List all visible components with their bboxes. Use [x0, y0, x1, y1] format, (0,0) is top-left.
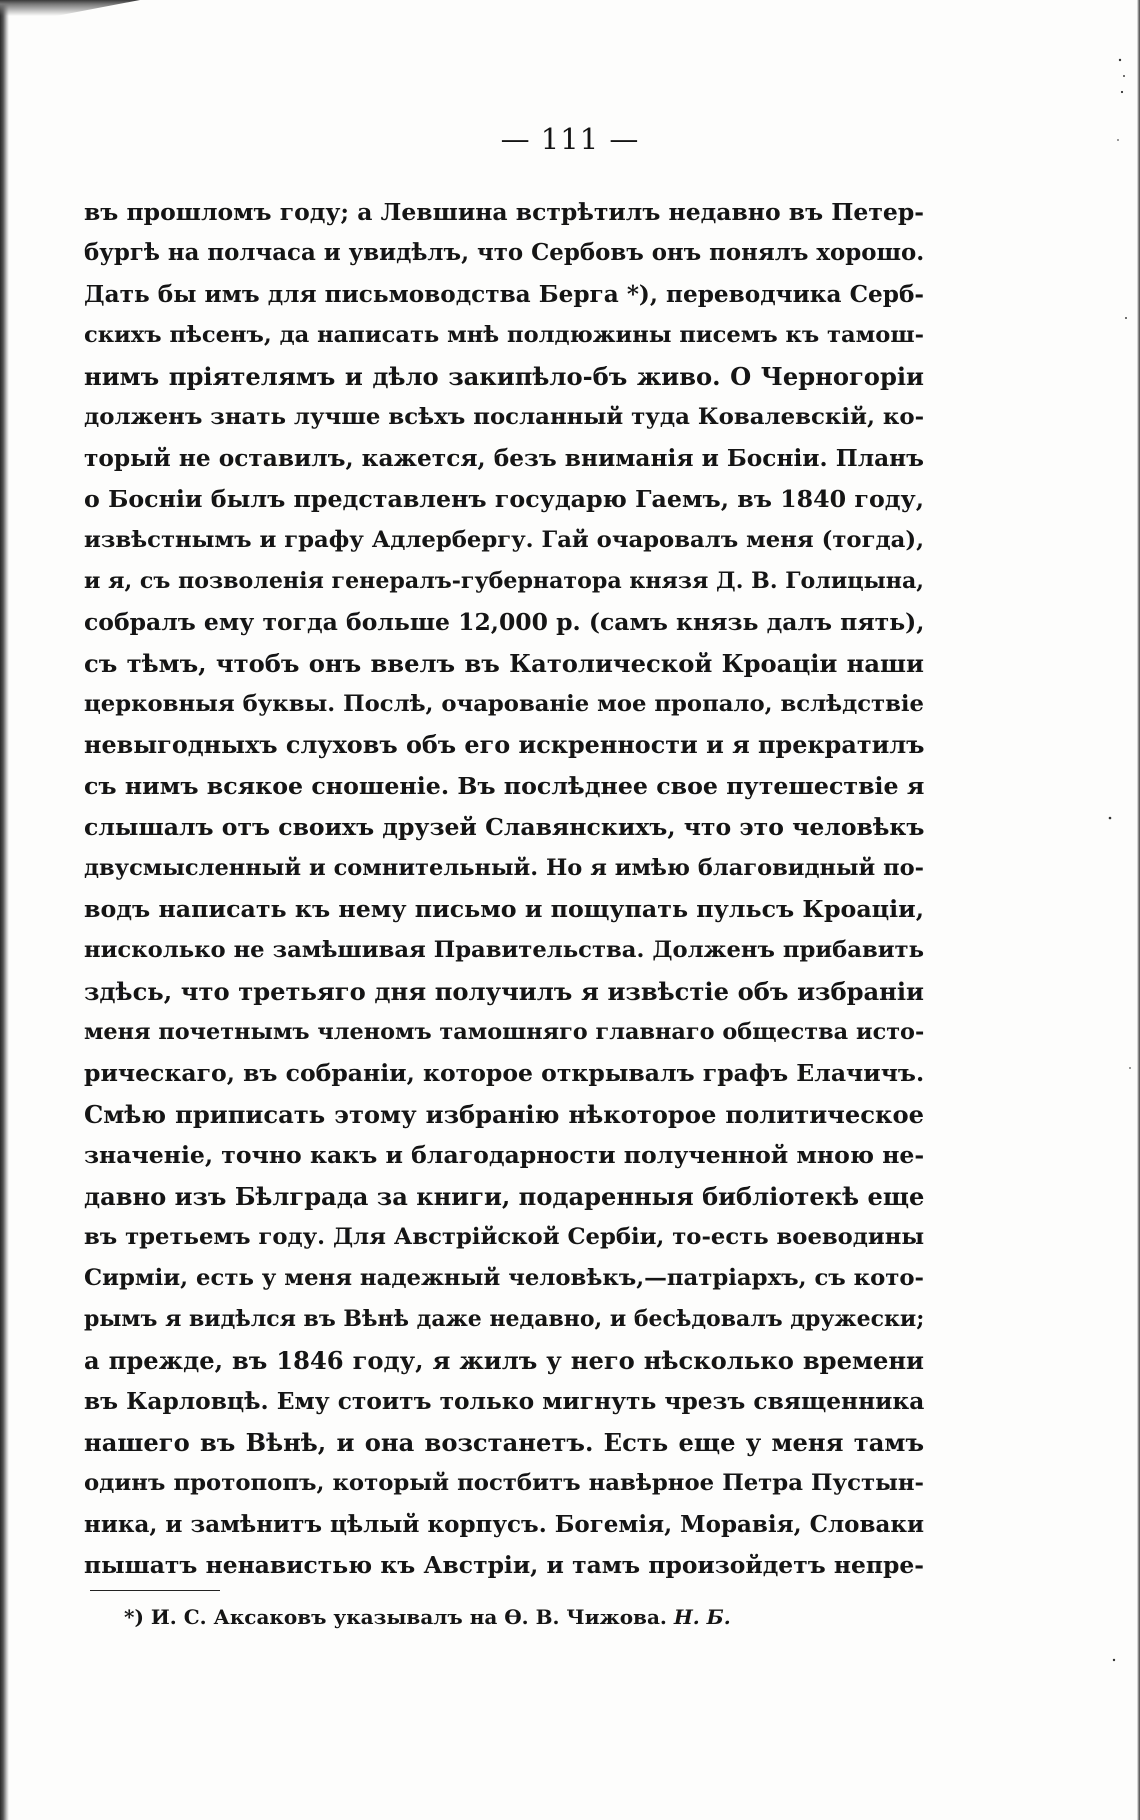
- text-line: въ прошломъ году; а Левшина встрѣтилъ недавно въ Петер-: [84, 198, 924, 226]
- text-line: давно изъ Бѣлграда за книги, подаренныя библіотекѣ еще: [84, 1182, 925, 1211]
- text-line: нимъ пріятелямъ и дѣло закипѣло-бъ живо. О Черногоріи: [84, 362, 924, 391]
- footnote-marker: *): [124, 1605, 144, 1629]
- text-line: нашего въ Вѣнѣ, и она возстанетъ. Есть еще у меня тамъ: [84, 1428, 924, 1457]
- text-line: въ Карловцѣ. Ему стоитъ только мигнуть чрезъ священника: [84, 1388, 925, 1415]
- footnote-text: И. С. Аксаковъ указывалъ на Ѳ. В. Чижова.: [150, 1605, 667, 1629]
- text-line: торый не оставилъ, кажется, безъ вниманія и Босніи. Планъ: [84, 445, 925, 472]
- text-line: двусмысленный и сомнительный. Но я имѣю благовидный по-: [84, 855, 924, 881]
- text-line: рымъ я видѣлся въ Вѣнѣ даже недавно, и бесѣдовалъ дружески;: [84, 1306, 925, 1332]
- text-line: Дать бы имъ для письмоводства Берга *), переводчика Серб-: [84, 281, 924, 308]
- text-line: и я, съ позволенія генералъ-губернатора князя Д. В. Голицына,: [84, 568, 924, 594]
- text-line: пышатъ ненавистью къ Австріи, и тамъ произойдетъ непре-: [84, 1551, 924, 1579]
- page-number: — 111 —: [500, 122, 640, 156]
- text-line: долженъ знать лучше всѣхъ посланный туда Ковалевскій, ко-: [84, 404, 925, 430]
- text-line: о Босніи былъ представленъ государю Гаемъ, въ 1840 году,: [84, 485, 924, 513]
- text-line: скихъ пѣсенъ, да написать мнѣ полдюжины писемъ къ тамош-: [84, 322, 924, 348]
- text-line: Смѣю приписать этому избранію нѣкоторое политическое: [84, 1100, 924, 1129]
- text-line: значеніе, точно какъ и благодарности полученной мною не-: [84, 1141, 925, 1169]
- text-line: церковныя буквы. Послѣ, очарованіе мое пропало, вслѣдствіе: [84, 691, 924, 717]
- text-line: меня почетнымъ членомъ тамошняго главнаго общества исто-: [84, 1019, 925, 1045]
- text-line: съ нимъ всякое сношеніе. Въ послѣднее свое путешествіе я: [84, 772, 925, 800]
- text-line: водъ написать къ нему письмо и пощупать пульсъ Кроаціи,: [84, 895, 924, 923]
- footnote-initials: Н. Б.: [673, 1605, 731, 1629]
- text-line: въ третьемъ году. Для Австрійской Сербіи, то-есть воеводины: [84, 1224, 925, 1250]
- scan-corner-shadow: [0, 0, 140, 16]
- text-line: а прежде, въ 1846 году, я жилъ у него нѣсколько времени: [84, 1346, 924, 1375]
- text-line: собралъ ему тогда больше 12,000 р. (самъ князь далъ пять),: [84, 608, 925, 636]
- scan-specks: [1080, 0, 1140, 1820]
- text-line: нисколько не замѣшивая Правительства. Долженъ прибавить: [84, 937, 924, 963]
- footnote-divider: [90, 1590, 220, 1592]
- footnote: [124, 1600, 824, 1634]
- scan-left-edge: [0, 0, 9, 1820]
- text-line: съ тѣмъ, чтобъ онъ ввелъ въ Католической Кроаціи наши: [84, 649, 924, 678]
- text-line: ника, и замѣнитъ цѣлый корпусъ. Богемія, Моравія, Словаки: [84, 1511, 924, 1538]
- main-text: [84, 192, 924, 1586]
- text-line: Сирміи, есть у меня надежный человѣкъ,—патріархъ, съ кото-: [84, 1265, 924, 1291]
- text-line: здѣсь, что третьяго дня получилъ я извѣстіе объ избраніи: [84, 977, 924, 1006]
- text-line: одинъ протопопъ, который постбитъ навѣрное Петра Пустын-: [84, 1470, 924, 1496]
- text-line: извѣстнымъ и графу Адлербергу. Гай очаровалъ меня (тогда),: [84, 527, 925, 553]
- text-line: слышалъ отъ своихъ друзей Славянскихъ, что это человѣкъ: [84, 813, 925, 841]
- text-line: невыгодныхъ слуховъ объ его искренности и я прекратилъ: [84, 731, 925, 759]
- text-line: рическаго, въ собраніи, которое открывалъ графъ Елачичъ.: [84, 1059, 925, 1087]
- text-line: бургѣ на полчаса и увидѣлъ, что Сербовъ онъ понялъ хорошо.: [84, 240, 925, 266]
